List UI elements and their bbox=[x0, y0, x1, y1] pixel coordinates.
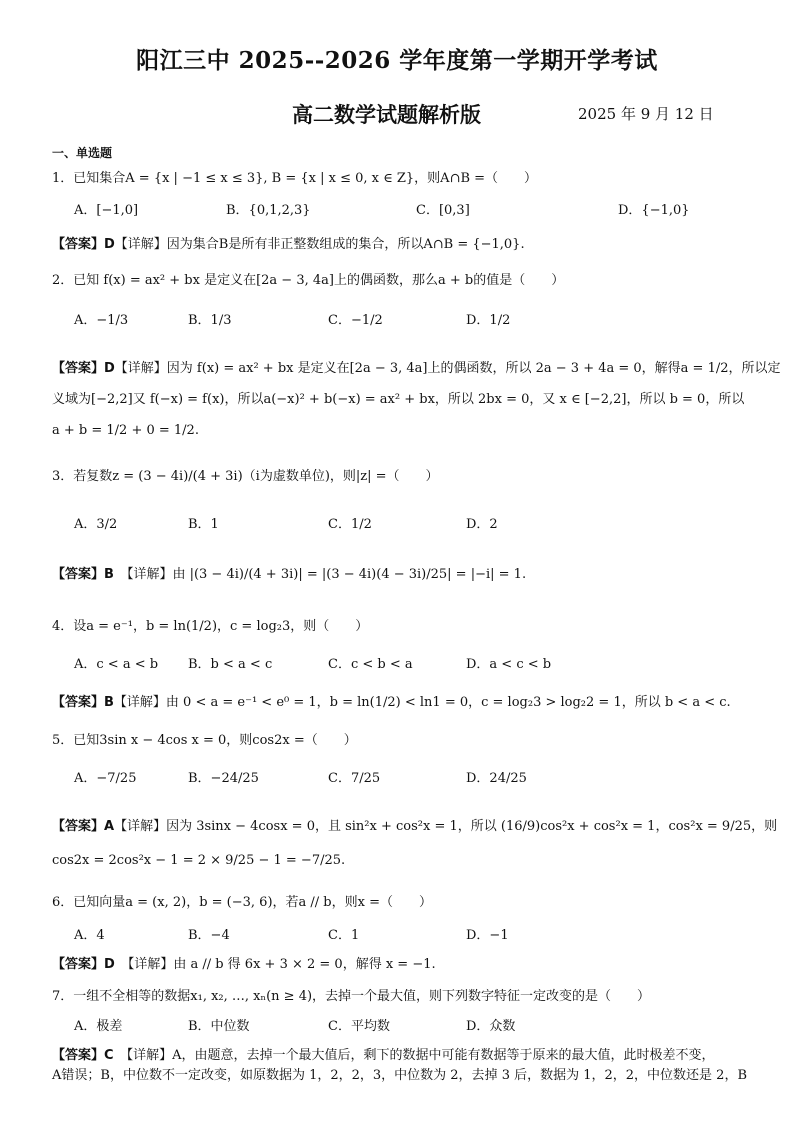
q2-answer-line-1 bbox=[52, 360, 781, 378]
q6-answer bbox=[52, 956, 436, 974]
q3-answer-text: 【详解】由 |(3 − 4i)/(4 + 3i)| = |(3 − 4i)(4 − 3i)/25| = |−i| = 1. bbox=[126, 567, 527, 582]
q4-answer-text: 【详解】由 0 < a = e⁻¹ < e⁰ = 1，b = ln(1/2) < ln1 = 0，c = log₂3 > log₂2 = 1，所以 b < a < c. bbox=[113, 695, 731, 710]
q1-answer-text: 【详解】因为集合B是所有非正整数组成的集合，所以A∩B = {−1,0}. bbox=[114, 237, 525, 252]
q6-option-b: B．−4 bbox=[188, 928, 230, 943]
q1-stem: 1．已知集合A = {x | −1 ≤ x ≤ 3}, B = {x | x ≤ 0, x ∈ Z}，则A∩B =（ ） bbox=[52, 171, 538, 186]
q7-option-d: D．众数 bbox=[466, 1019, 516, 1034]
q4-option-b: B．b < a < c bbox=[188, 657, 273, 672]
page-title: 阳江三中 2025--2026 学年度第一学期开学考试 bbox=[136, 47, 658, 74]
q5-option-a: A．−7/25 bbox=[74, 771, 137, 786]
q6-option-c: C．1 bbox=[328, 928, 360, 943]
q7-option-b: B．中位数 bbox=[188, 1019, 250, 1034]
q2-option-a: A．−1/3 bbox=[74, 313, 129, 328]
q7-answer-line-1 bbox=[52, 1047, 714, 1065]
q2-option-b: B．1/3 bbox=[188, 313, 232, 328]
q4-answer bbox=[52, 694, 731, 712]
q7-answer-text-1: 【详解】A，由题意，去掉一个最大值后，剩下的数据中可能有数据等于原来的最大值，此时极差不变， bbox=[126, 1048, 715, 1063]
q5-stem: 5．已知3sin x − 4cos x = 0，则cos2x =（ ） bbox=[52, 733, 357, 748]
q4-option-c: C．c < b < a bbox=[328, 657, 413, 672]
q2-answer-text-1: 【详解】因为 f(x) = ax² + bx 是定义在[2a − 3, 4a]上的偶函数，所以 2a − 3 + 4a = 0，解得a = 1/2，所以定 bbox=[114, 361, 781, 376]
section-heading: 一、单选题 bbox=[52, 146, 113, 160]
q5-answer-line-2: cos2x = 2cos²x − 1 = 2 × 9/25 − 1 = −7/25. bbox=[52, 853, 346, 868]
q2-answer-line-3: a + b = 1/2 + 0 = 1/2. bbox=[52, 423, 199, 438]
q7-stem: 7．一组不全相等的数据x₁, x₂, …, xₙ(n ≥ 4)，去掉一个最大值，则下列数字特征一定改变的是（ ） bbox=[52, 989, 651, 1004]
q5-option-c: C．7/25 bbox=[328, 771, 381, 786]
q3-answer bbox=[52, 566, 526, 584]
q5-answer-text-1: 【详解】因为 3sinx − 4cosx = 0，且 sin²x + cos²x = 1，所以 (16/9)cos²x + cos²x = 1，cos²x = 9/25，则 bbox=[114, 819, 778, 834]
q6-answer-label: 【答案】D bbox=[52, 957, 115, 972]
page-subtitle: 高二数学试题解析版 bbox=[292, 102, 481, 127]
q2-answer-label: 【答案】D bbox=[52, 361, 115, 376]
q4-answer-label: 【答案】B bbox=[52, 695, 114, 710]
q3-option-d: D．2 bbox=[466, 517, 498, 532]
q3-option-b: B．1 bbox=[188, 517, 219, 532]
q1-option-c: C．[0,3] bbox=[416, 203, 470, 218]
q7-answer-line-2: A错误；B，中位数不一定改变，如原数据为 1，2，2，3，中位数为 2，去掉 3 后，数据为 1，2，2，中位数还是 2，B bbox=[52, 1068, 747, 1083]
q7-option-a: A．极差 bbox=[74, 1019, 123, 1034]
q2-stem: 2．已知 f(x) = ax² + bx 是定义在[2a − 3, 4a]上的偶函数，那么a + b的值是（ ） bbox=[52, 273, 565, 288]
q4-option-a: A．c < a < b bbox=[74, 657, 159, 672]
q3-stem: 3．若复数z = (3 − 4i)/(4 + 3i)（i为虚数单位)，则|z| =（ ） bbox=[52, 469, 439, 484]
q3-option-a: A．3/2 bbox=[74, 517, 118, 532]
q6-answer-text: 【详解】由 a // b 得 6x + 3 × 2 = 0，解得 x = −1. bbox=[127, 957, 436, 972]
q1-answer-label: 【答案】D bbox=[52, 237, 115, 252]
q5-option-b: B．−24/25 bbox=[188, 771, 259, 786]
q6-stem: 6．已知向量a = (x, 2)，b = (−3, 6)，若a // b，则x =（ ） bbox=[52, 895, 432, 910]
q1-option-a: A．[−1,0] bbox=[74, 203, 139, 218]
q1-answer bbox=[52, 236, 525, 254]
q4-stem: 4．设a = e⁻¹，b = ln(1/2)，c = log₂3，则（ ） bbox=[52, 619, 369, 634]
q5-answer-label: 【答案】A bbox=[52, 819, 115, 834]
exam-date: 2025 年 9 月 12 日 bbox=[578, 105, 714, 123]
q5-answer-line-1 bbox=[52, 818, 777, 836]
q5-option-d: D．24/25 bbox=[466, 771, 527, 786]
q7-answer-label: 【答案】C bbox=[52, 1048, 114, 1063]
q2-answer-line-2: 义域为[−2,2]又 f(−x) = f(x)，所以a(−x)² + b(−x) = ax² + bx，所以 2bx = 0，又 x ∈ [−2,2]，所以 b = 0，所以 bbox=[52, 392, 745, 407]
q3-option-c: C．1/2 bbox=[328, 517, 372, 532]
q6-option-d: D．−1 bbox=[466, 928, 509, 943]
q4-option-d: D．a < c < b bbox=[466, 657, 552, 672]
q6-option-a: A．4 bbox=[74, 928, 105, 943]
q1-option-d: D．{−1,0} bbox=[618, 203, 690, 218]
q2-option-c: C．−1/2 bbox=[328, 313, 383, 328]
q7-option-c: C．平均数 bbox=[328, 1019, 390, 1034]
q2-option-d: D．1/2 bbox=[466, 313, 511, 328]
q1-option-b: B．{0,1,2,3} bbox=[226, 203, 311, 218]
q3-answer-label: 【答案】B bbox=[52, 567, 114, 582]
